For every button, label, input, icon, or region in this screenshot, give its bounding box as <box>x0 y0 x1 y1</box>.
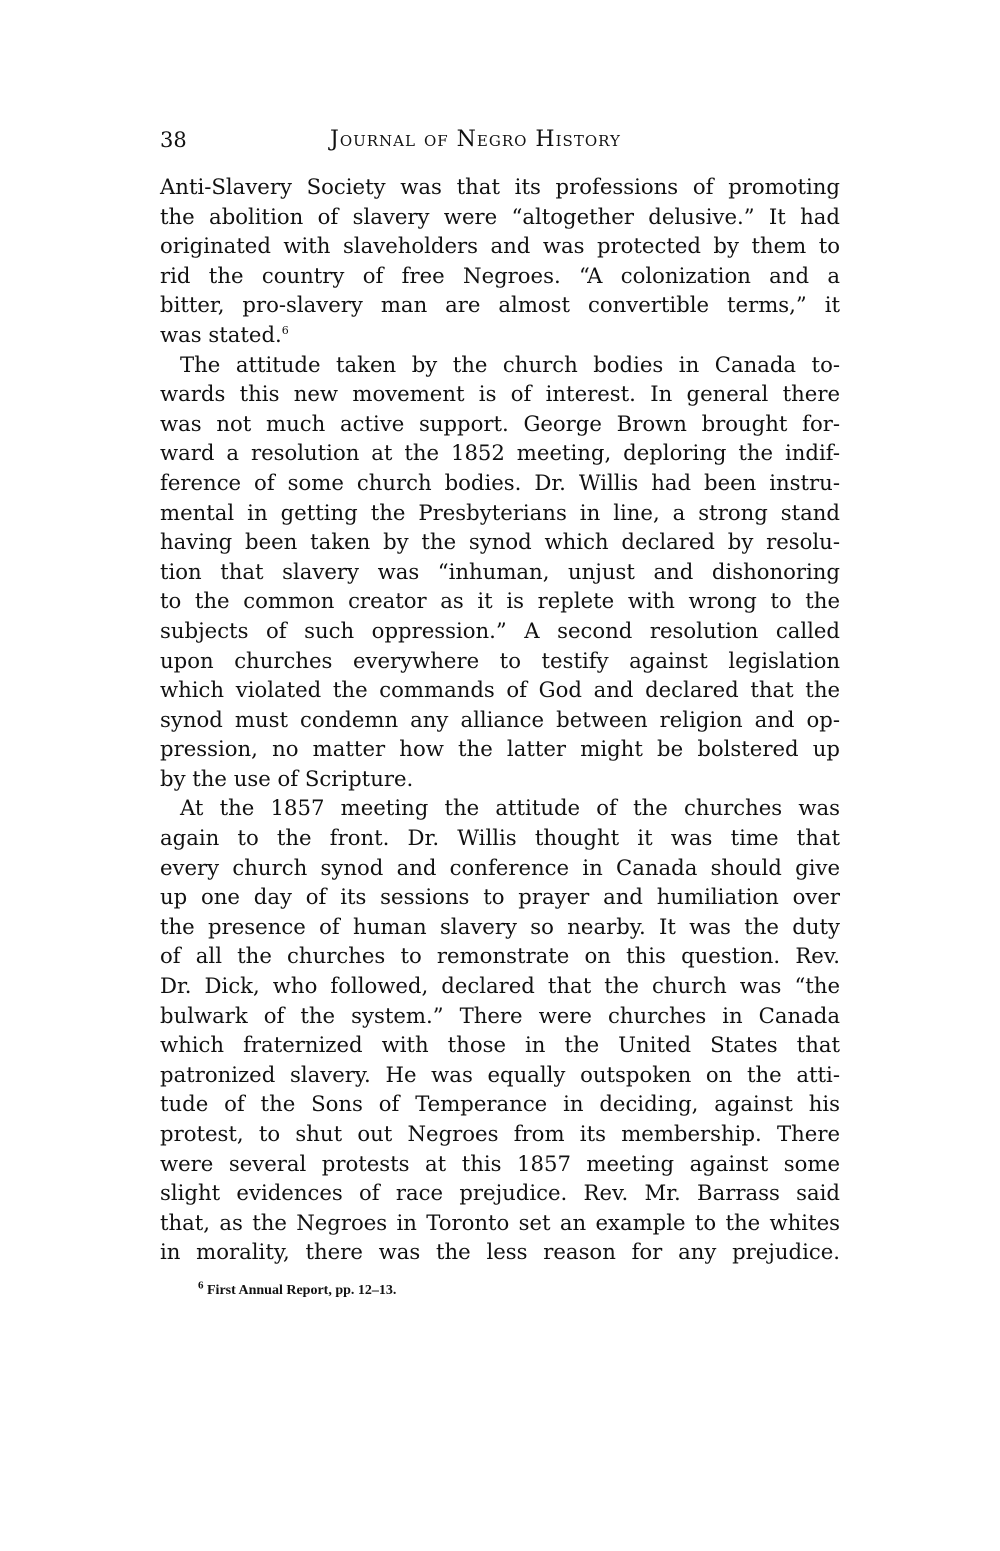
text-line: At the 1857 meeting the attitude of the churches was <box>180 795 840 821</box>
text-line: pression, no matter how the latter might be bolstered up <box>160 736 840 762</box>
text-line: mental in getting the Presbyterians in line, a strong stand <box>160 499 840 525</box>
text-line: which fraternized with those in the United States that <box>160 1032 840 1058</box>
text-line: having been taken by the synod which declared by resolu- <box>160 529 840 555</box>
text-line: Dr. Dick, who followed, declared that the church was “the <box>160 973 840 999</box>
text-line: upon churches everywhere to testify against legislation <box>160 647 840 673</box>
text-line: that, as the Negroes in Toronto set an example to the whites <box>160 1209 840 1235</box>
footnote <box>198 1279 397 1299</box>
text-line: synod must condemn any alliance between religion and op- <box>160 706 840 732</box>
text-line: bitter, pro-slavery man are almost convertible terms,” it <box>160 292 840 318</box>
text-line: subjects of such oppression.” A second resolution called <box>160 617 840 643</box>
footnote-marker: 6 <box>198 1279 204 1292</box>
text-line-with-footnote <box>160 320 840 350</box>
text-line: was not much active support. George Brown brought for- <box>160 410 840 436</box>
text-line: the abolition of slavery were “altogether delusive.” It had <box>160 203 840 229</box>
text-line: patronized slavery. He was equally outspoken on the atti- <box>160 1061 840 1087</box>
running-head: Journal of Negro History <box>330 127 621 152</box>
text-line: ference of some church bodies. Dr. Willis had been instru- <box>160 469 840 495</box>
text-line: bulwark of the system.” There were churches in Canada <box>160 1002 840 1028</box>
page-number: 38 <box>160 128 187 152</box>
text-line: rid the country of free Negroes. “A colonization and a <box>160 262 840 288</box>
text-line: of all the churches to remonstrate on this question. Rev. <box>160 943 840 969</box>
text-line: every church synod and conference in Canada should give <box>160 854 840 880</box>
text-line: again to the front. Dr. Willis thought it was time that <box>160 825 840 851</box>
footnote-text: First Annual Report, pp. 12–13. <box>207 1283 397 1298</box>
text-line: Anti-Slavery Society was that its professions of promoting <box>160 174 840 199</box>
text-line: protest, to shut out Negroes from its membership. There <box>160 1121 840 1146</box>
text-line: which violated the commands of God and declared that the <box>160 677 840 703</box>
text-line: tude of the Sons of Temperance in deciding, against his <box>160 1091 840 1117</box>
text-line-content: was stated. <box>160 321 282 347</box>
text-line: ward a resolution at the 1852 meeting, deploring the indif- <box>160 440 840 466</box>
text-line: originated with slaveholders and was protected by them to <box>160 233 840 259</box>
body-text <box>160 172 840 1267</box>
text-line: the presence of human slavery so nearby. It was the duty <box>160 913 840 939</box>
text-line: wards this new movement is of interest. In general there <box>160 381 840 407</box>
text-line: tion that slavery was “inhuman, unjust and dishonoring <box>160 558 840 584</box>
text-line: The attitude taken by the church bodies in Canada to- <box>180 351 840 377</box>
text-line: by the use of Scripture. <box>160 765 414 791</box>
footnote-ref: 6 <box>281 323 289 337</box>
text-line: to the common creator as it is replete with wrong to the <box>160 588 840 614</box>
text-line: in morality, there was the less reason for any prejudice. <box>160 1239 840 1265</box>
text-line: up one day of its sessions to prayer and humiliation over <box>160 884 840 910</box>
text-line: were several protests at this 1857 meeting against some <box>160 1150 840 1176</box>
text-line: slight evidences of race prejudice. Rev. Mr. Barrass said <box>160 1180 840 1206</box>
